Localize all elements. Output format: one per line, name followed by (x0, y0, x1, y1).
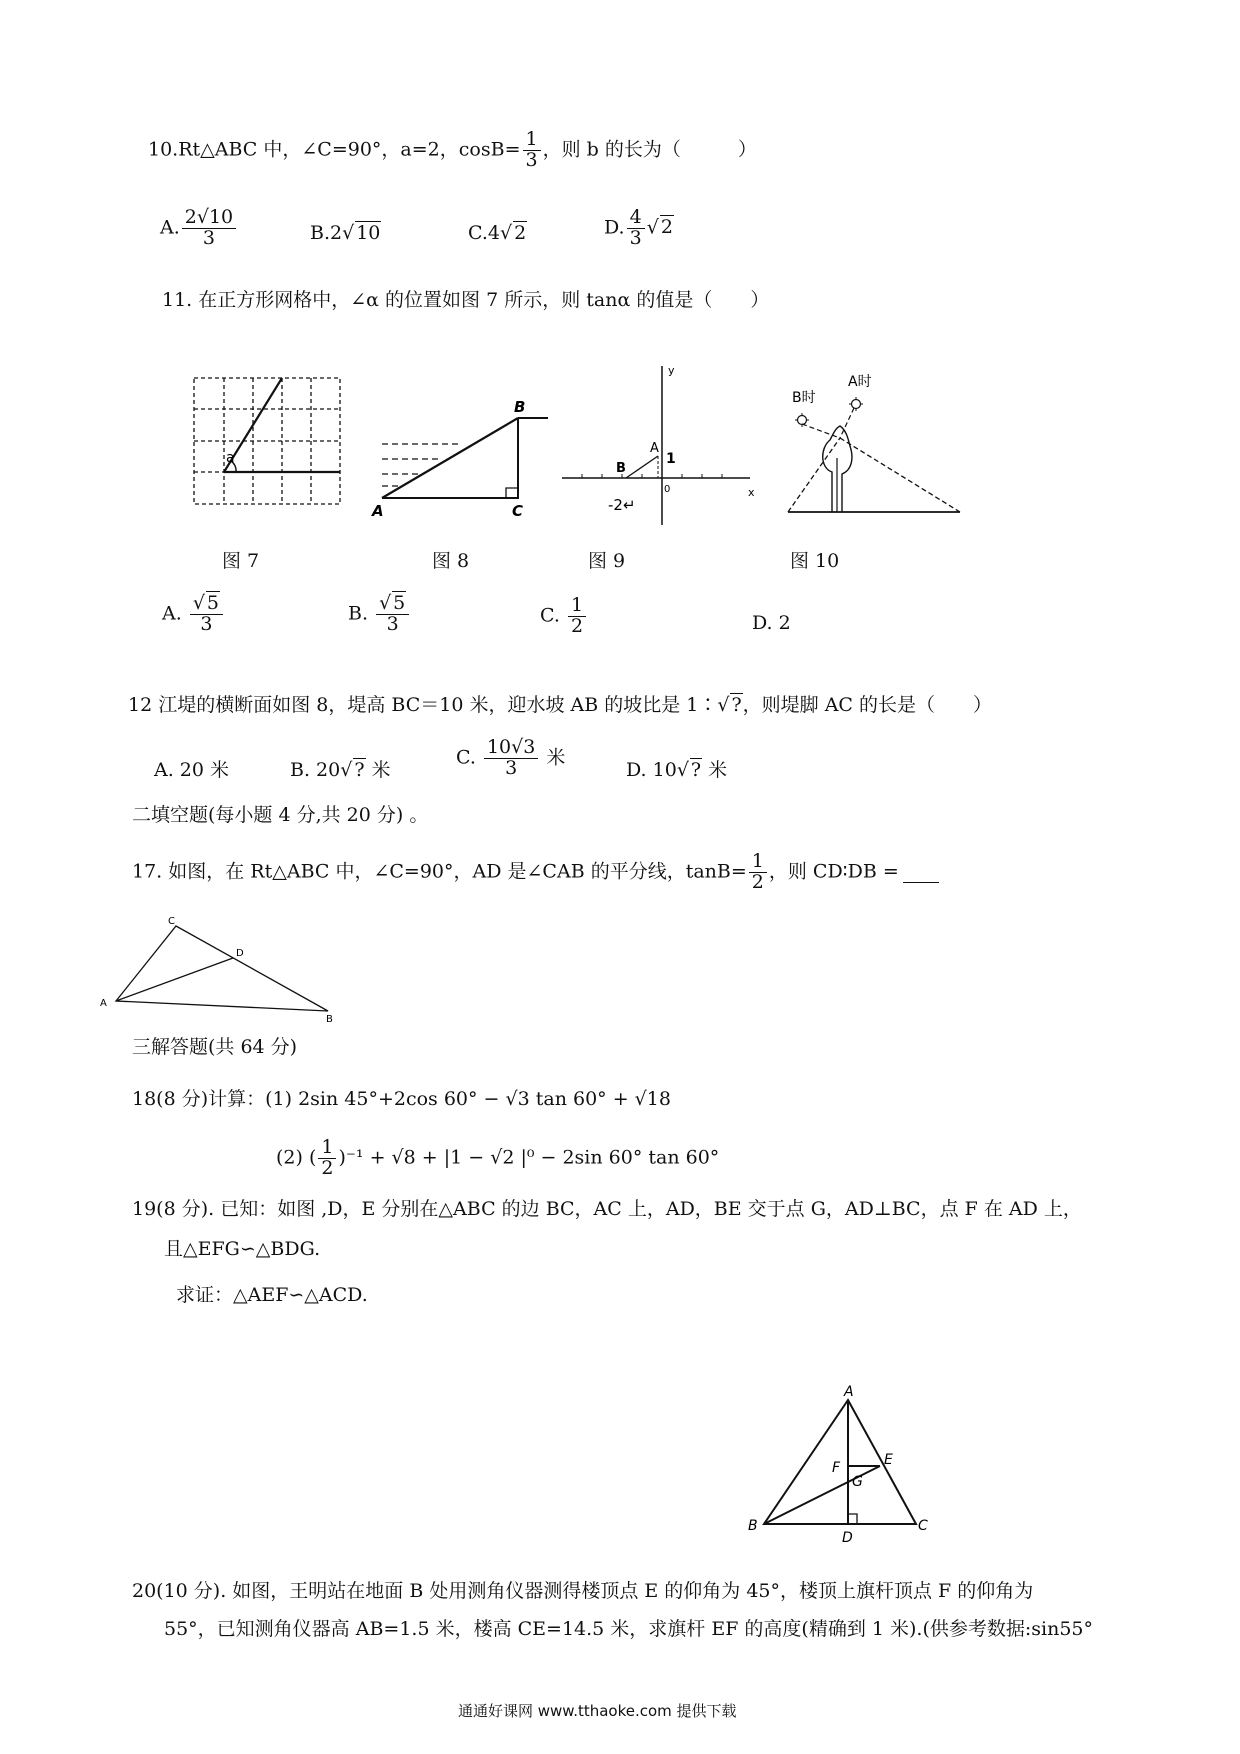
figure-9-caption: 图 9 (588, 550, 626, 572)
q19-line-1: 19(8 分). 已知：如图 ,D，E 分别在△ABC 的边 BC，AC 上，AD，BE 交于点 G，AD⊥BC，点 F 在 AD 上， (132, 1198, 1082, 1220)
figure-8-label-b: B (514, 398, 526, 416)
q10-stem: 10.Rt△ABC 中，∠C=90°，a=2，cosB= $\frac{1}{3}$ ，则 b 的长为（ ） (148, 128, 757, 171)
q12-option-c: C. $\frac{10√3}{3}$ 米 (456, 736, 566, 779)
q19-figure-label-e: E (884, 1452, 893, 1468)
page-footer: 通通好课网 www.tthaoke.com 提供下载 (458, 1702, 737, 1720)
q18-line-1: 18(8 分)计算：(1) 2sin 45°+2cos 60° − √3 tan 60° + √18 (132, 1088, 671, 1110)
q17-figure-label-d: D (236, 948, 244, 959)
q19-line-2: 且△EFG∽△BDG. (164, 1238, 321, 1260)
q18-line-2: (2) ( $\frac{1}{2}$ )⁻¹ + √8 + |1 − √2 |⁰ − 2sin 60° tan 60° (276, 1136, 720, 1179)
figure-9-label-b: B (616, 461, 626, 476)
q17-figure-label-a: A (100, 998, 107, 1009)
q19-figure (744, 1382, 944, 1542)
q19-figure-label-b: B (748, 1518, 758, 1534)
q17-answer-blank[interactable] (903, 860, 939, 883)
figure-10-caption: 图 10 (790, 550, 840, 572)
figure-9-y-label: y (668, 364, 675, 377)
q20-line-1: 20(10 分). 如图，王明站在地面 B 处用测角仪器测得楼顶点 E 的仰角为 45°，楼顶上旗杆顶点 F 的仰角为 (132, 1580, 1034, 1602)
q12-option-a: A. 20 米 (154, 759, 230, 781)
q10-option-c: C.4√ 2 (468, 222, 527, 244)
q19-figure-label-g: G (852, 1474, 863, 1490)
figure-10 (780, 362, 970, 522)
figure-8-label-c: C (512, 502, 524, 520)
q19-figure-label-a: A (844, 1384, 854, 1400)
figure-9-label-one: 1 (666, 451, 676, 467)
q10-option-b: B.2√ 10 (310, 222, 381, 244)
figure-9-origin-label: 0 (664, 484, 671, 495)
q17-stem: 17. 如图，在 Rt△ABC 中，∠C=90°，AD 是∠CAB 的平分线，tanB= $\frac{1}{2}$ ，则 CD∶DB = (132, 852, 939, 893)
q11-option-b: B. $\frac{√ 5}{3}$ (348, 594, 411, 635)
q11-option-c: C. $\frac{1}{2}$ (540, 596, 588, 637)
figure-7-alpha-label: a (226, 450, 235, 466)
figure-10-label-a-time: A时 (848, 374, 872, 390)
section-3-heading: 三解答题(共 64 分) (132, 1036, 298, 1058)
figure-9-label-neg2: -2↵ (608, 496, 636, 514)
q12-option-d: D. 10√ ? 米 (626, 759, 728, 781)
q10-option-d: D. $\frac{4}{3}$ √ 2 (604, 206, 673, 249)
q19-line-3: 求证：△AEF∽△ACD. (176, 1284, 368, 1306)
figure-7-caption: 图 7 (222, 550, 260, 572)
q11-option-a: A. $\frac{√ 5}{3}$ (162, 594, 225, 635)
figure-10-label-b-time: B时 (792, 390, 816, 406)
q11-option-d: D. 2 (752, 612, 791, 634)
figure-8 (370, 392, 550, 522)
q19-figure-label-c: C (918, 1518, 928, 1534)
q17-figure-label-c: C (168, 916, 175, 927)
q19-figure-label-f: F (832, 1460, 841, 1476)
q12-option-b: B. 20√ ? 米 (290, 759, 391, 781)
q11-stem: 11. 在正方形网格中，∠α 的位置如图 7 所示，则 tanα 的值是（ ） (162, 289, 770, 311)
figure-8-caption: 图 8 (432, 550, 470, 572)
q17-figure-label-b: B (326, 1014, 333, 1022)
q17-figure (96, 912, 346, 1022)
q20-line-2: 55°，已知测角仪器高 AB=1.5 米，楼高 CE=14.5 米，求旗杆 EF 的高度(精确到 1 米).(供参考数据:sin55° (164, 1618, 1094, 1640)
figure-9 (560, 360, 760, 530)
figure-7 (190, 372, 350, 512)
q12-stem: 12 江堤的横断面如图 8，堤高 BC＝10 米，迎水坡 AB 的坡比是 1∶√ ?，则堤脚 AC 的长是（ ） (128, 694, 992, 716)
q10-option-a: A. $\frac{2√10}{3}$ (160, 208, 238, 249)
q10-fraction: $\frac{1}{3}$ (523, 130, 541, 171)
q19-figure-label-d: D (842, 1530, 853, 1542)
figure-9-x-label: x (748, 486, 755, 499)
section-2-heading: 二填空题(每小题 4 分,共 20 分) 。 (132, 804, 429, 826)
figure-8-label-a: A (372, 502, 384, 520)
figure-9-label-a: A (650, 441, 659, 456)
